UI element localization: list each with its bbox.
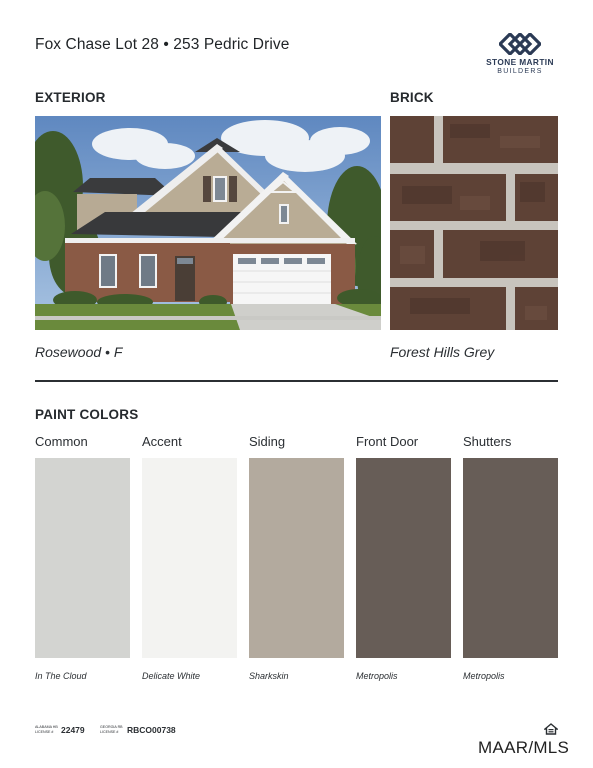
swatch-name-accent: Delicate White <box>142 671 201 681</box>
swatch-name-siding: Sharkskin <box>249 671 289 681</box>
equal-housing-icon <box>544 723 558 735</box>
divider <box>35 380 558 382</box>
brand-name: STONE MARTIN <box>486 57 554 67</box>
swatch-label-accent: Accent <box>142 434 182 449</box>
stone-martin-logo <box>478 33 562 81</box>
swatch-front-door <box>356 458 451 658</box>
diamond-logo-icon <box>499 33 541 55</box>
license-1-number: 22479 <box>61 725 85 735</box>
mls-watermark: MAAR/MLS <box>478 738 570 757</box>
swatch-accent <box>142 458 237 658</box>
swatch-label-shutters: Shutters <box>463 434 512 449</box>
exterior-heading: EXTERIOR <box>35 90 106 105</box>
swatch-name-front-door: Metropolis <box>356 671 398 681</box>
swatch-common <box>35 458 130 658</box>
house-exterior-image <box>35 116 381 330</box>
page-title: Fox Chase Lot 28 • 253 Pedric Drive <box>35 36 290 53</box>
license-2-number: RBCO00738 <box>127 725 176 735</box>
paint-colors-heading: PAINT COLORS <box>35 407 139 422</box>
license-1-label: ALABAMA HB LICENSE # <box>35 725 58 734</box>
brick-heading: BRICK <box>390 90 434 105</box>
swatch-shutters <box>463 458 558 658</box>
swatch-label-common: Common <box>35 434 88 449</box>
swatch-label-siding: Siding <box>249 434 286 449</box>
license-2-label: GEORGIA RB LICENSE # <box>100 725 123 734</box>
brick-sample-image <box>390 116 558 330</box>
swatch-label-front-door: Front Door <box>356 434 419 449</box>
exterior-caption: Rosewood • F <box>35 344 123 360</box>
swatch-name-common: In The Cloud <box>35 671 87 681</box>
brick-caption: Forest Hills Grey <box>390 344 495 360</box>
swatch-siding <box>249 458 344 658</box>
swatch-name-shutters: Metropolis <box>463 671 505 681</box>
brand-subtitle: BUILDERS <box>497 68 543 75</box>
